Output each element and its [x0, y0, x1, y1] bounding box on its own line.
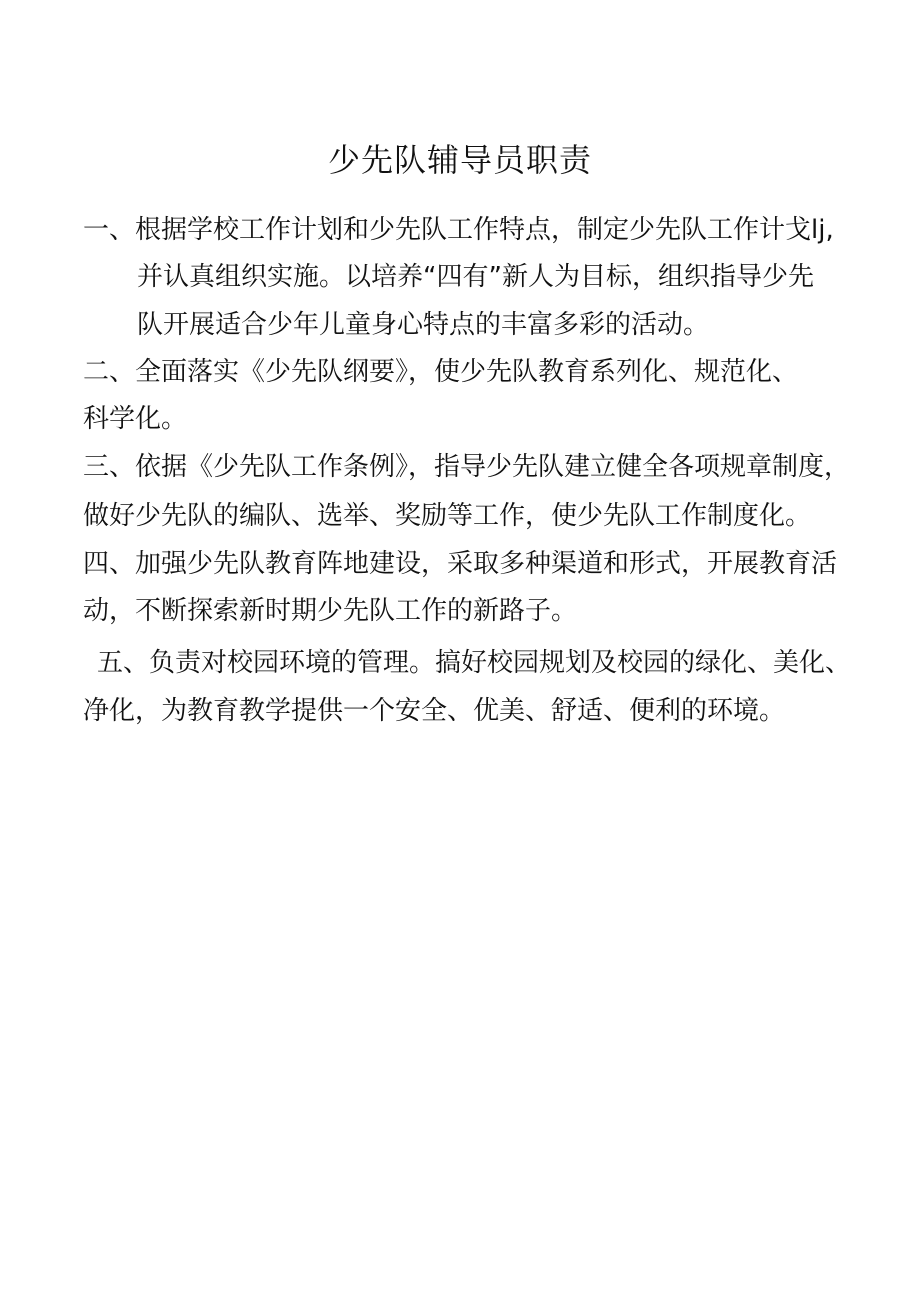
- paragraph-line: 做好少先队的编队、选举、奖励等工作，使少先队工作制度化。: [83, 501, 812, 531]
- paragraph-line: 一、根据学校工作计划和少先队工作特点，制定少先队工作计戈lj,: [83, 215, 834, 245]
- paragraph-line: 二、全面落实《少先队纲要》，使少先队教育系列化、规范化、: [83, 357, 799, 387]
- document-title: 少先队辅导员职责: [327, 141, 592, 179]
- paragraph-line: 四、加强少先队教育阵地建设，采取多种渠道和形式，开展教育活: [83, 549, 838, 579]
- paragraph-line: 三、依据《少先队工作条例》，指导少先队建立健全各项规章制度，: [83, 452, 851, 482]
- paragraph-line: 并认真组织实施。以培养“四有”新人为目标，组织指导少先: [137, 262, 814, 292]
- paragraph-line: 科学化。: [83, 404, 188, 434]
- paragraph-line: 队开展适合少年儿童身心特点的丰富多彩的活动。: [137, 310, 710, 340]
- paragraph-line: 动，不断探索新时期少先队工作的新路子。: [83, 596, 578, 626]
- paragraph-line: 净化，为教育教学提供一个安全、优美、舒适、便利的环境。: [83, 696, 786, 726]
- paragraph-line: 五、负责对校园环境的管理。搞好校园规划及校园的绿化、美化、: [97, 648, 852, 678]
